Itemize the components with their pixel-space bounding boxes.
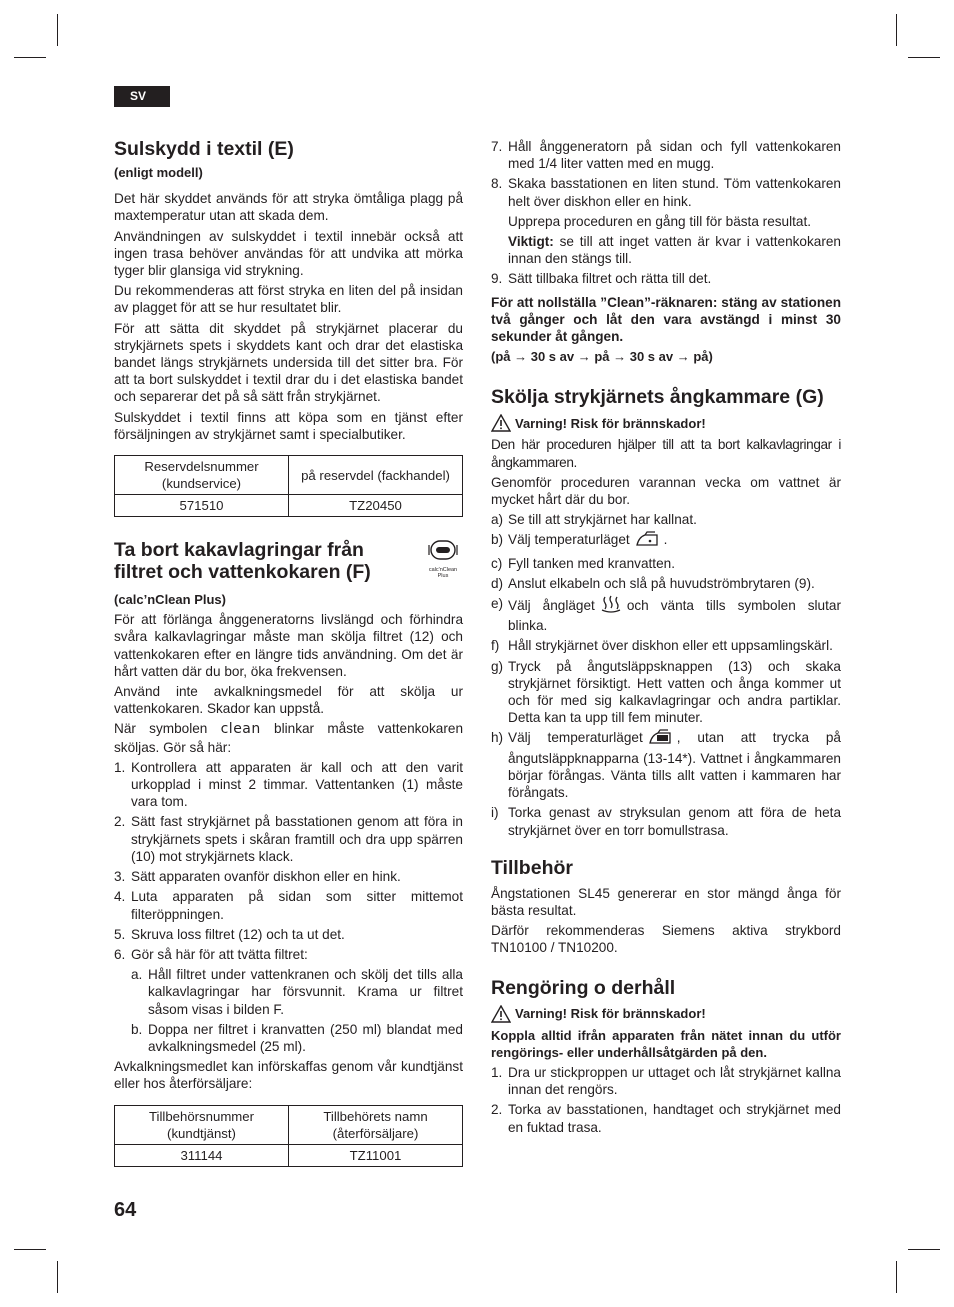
paragraph xyxy=(114,720,463,755)
list-item xyxy=(491,1064,841,1098)
list-item xyxy=(131,1021,463,1055)
list-number: d) xyxy=(491,575,504,591)
list-text xyxy=(508,138,841,172)
list-item xyxy=(491,729,841,801)
list-text-after: . xyxy=(663,532,668,548)
list-number: 8. xyxy=(491,176,503,192)
accessories-title: Tillbehör xyxy=(491,856,573,879)
list-item xyxy=(131,966,463,1018)
list-text-main: Tryck på ångutsläppsknappen (13) och skaka strykjärnet försiktigt. Hett vatten och ånga kommer ut och för med sig kalkavlagringar och andra partiklar. Detta kan ta upp till fem minuter. xyxy=(508,658,841,726)
list-item xyxy=(491,1101,841,1135)
list-text xyxy=(508,637,841,654)
list-text xyxy=(131,813,463,865)
list-number: 6. xyxy=(114,946,126,962)
section-g-title: Skölja strykjärnets ångkammare (G) xyxy=(491,386,824,409)
warning-text: Varning! Risk för brännskador! xyxy=(515,416,706,432)
page-number: 64 xyxy=(114,1199,137,1221)
warning-icon xyxy=(491,414,511,432)
note xyxy=(508,233,841,267)
paragraph: Avkalkningsmedlet kan införskaffas genom vår kundtjänst eller hos återförsäljare: xyxy=(114,1059,463,1092)
list-text-main: Kontrollera att apparaten är kall och att den varit urkopplad i minst 2 timmar. Vattentanken (1) måste vara tom. xyxy=(131,759,463,810)
list-text xyxy=(508,1101,841,1135)
left-column xyxy=(114,138,463,1167)
list-text xyxy=(131,946,463,963)
list-text-main: Fyll tanken med kranvatten. xyxy=(508,555,675,571)
list-text-main: Skaka basstationen en liten stund. Töm vattenkokaren helt över diskhon eller en hink. xyxy=(508,176,841,209)
list-number: i) xyxy=(491,805,499,821)
list-text-main: Dra ur stickproppen ur uttaget och låt strykjärnet kallna innan det rengörs. xyxy=(508,1064,841,1098)
list-number: f) xyxy=(491,638,500,654)
crop-mark xyxy=(908,57,940,58)
list-item xyxy=(491,595,841,634)
list-number: b. xyxy=(131,1021,143,1037)
language-tag: SV xyxy=(114,86,170,107)
list-item xyxy=(491,555,841,572)
list-text xyxy=(508,531,841,551)
list-item xyxy=(491,658,841,727)
list-item xyxy=(114,813,463,865)
list-number: 9. xyxy=(491,271,503,287)
list-text-after: och vänta tills symbolen slutar blinka. xyxy=(508,598,841,634)
paragraph: Använd inte avkalkningsmedel för att skölja ur vattenkokaren. Skador kan uppstå. xyxy=(114,684,463,717)
paragraph: Den här proceduren hjälper till att ta bort kalkavlagringar i ångkammaren. xyxy=(491,437,841,470)
reset-sequence: (på → 30 s av → på → 30 s av → på) xyxy=(491,349,713,365)
list-number: 3. xyxy=(114,869,126,885)
list-text xyxy=(131,759,463,811)
table-cell: TZ11001 xyxy=(289,1144,463,1166)
list-text xyxy=(508,804,841,838)
section-f-header xyxy=(114,539,463,583)
section-e-title: Sulskydd i textil (E) xyxy=(114,138,294,160)
table-cell: 571510 xyxy=(115,495,289,517)
paragraph: Sulskyddet i textil finns att köpa som en tjänst efter försäljningen av strykjärnet samt i specialbutiker. xyxy=(114,409,463,442)
list-text-main: Doppa ner filtret i kranvatten (250 ml) blandat med avkalkningsmedel (25 ml). xyxy=(148,1021,463,1054)
paragraph: Det här skyddet används för att stryka ömtåliga plagg på maxtemperatur utan att skada dem. xyxy=(114,191,463,224)
right-column xyxy=(491,138,841,1139)
list-text-main: Gör så här för att tvätta filtret: xyxy=(131,946,308,962)
table-header-cell: Reservdelsnummer (kundservice) xyxy=(115,456,289,495)
list-text xyxy=(508,511,841,528)
warning-icon xyxy=(491,1005,511,1023)
list-text xyxy=(131,888,463,922)
crop-mark xyxy=(14,57,46,58)
clean-symbol: clean xyxy=(220,721,261,738)
list-item xyxy=(114,946,463,963)
list-text xyxy=(131,926,463,943)
list-number: g) xyxy=(491,658,504,674)
list-text xyxy=(148,966,463,1018)
list-text xyxy=(508,595,841,634)
list-item xyxy=(491,270,841,287)
reset-instruction: För att nollställa ”Clean”-räknaren: stäng av stationen två gånger och låt den vara avstängd i minst 30 sekunder åt gången. xyxy=(491,294,841,345)
steam-icon xyxy=(600,595,622,617)
list-text-main: Håll ånggeneratorn på sidan och fyll vattenkokaren med 1/4 liter vatten med en mugg. xyxy=(508,139,841,172)
list-number: 5. xyxy=(114,926,126,942)
warning xyxy=(491,1005,841,1023)
cleaning-note: Koppla alltid ifrån apparaten från nätet innan du utför rengörings- eller underhållsåtgärden på den. xyxy=(491,1027,841,1060)
list-text xyxy=(508,729,841,801)
table-header-cell: på reservdel (fackhandel) xyxy=(289,456,463,495)
list-number: a) xyxy=(491,512,504,528)
list-number: h) xyxy=(491,730,504,746)
crop-mark xyxy=(14,1249,46,1250)
paragraph: Användningen av sulskyddet i textil innebär också att ingen trasa behöver användas för att undvika att mörka tyger blir glansiga vid strykning. xyxy=(114,228,463,279)
list-number: 1. xyxy=(491,1064,503,1080)
list-number: b) xyxy=(491,532,504,548)
table-header-cell: Tillbehörsnummer (kundtjänst) xyxy=(115,1105,289,1144)
list-text-main: Håll strykjärnet över diskhon eller ett uppsamlingskärl. xyxy=(508,638,833,654)
accessory-table xyxy=(114,1105,463,1167)
section-f-steps xyxy=(114,759,463,963)
list-text-main: Välj temperaturläget xyxy=(508,730,643,746)
paragraph: Genomför proceduren varannan vecka om vattnet är mycket hårt där du bor. xyxy=(491,474,841,508)
list-item xyxy=(491,511,841,528)
list-number: c) xyxy=(491,555,503,571)
iron-one-dot-icon xyxy=(635,531,659,551)
list-text-main: Se till att strykjärnet har kallnat. xyxy=(508,512,697,528)
section-f-substeps xyxy=(114,966,463,1055)
paragraph: Upprepa proceduren en gång till för bästa resultat. xyxy=(508,213,812,229)
table-header-cell: Tillbehörets namn (återförsäljare) xyxy=(289,1105,463,1144)
list-text-main: Skruva loss filtret (12) och ta ut det. xyxy=(131,926,345,942)
text: När symbolen xyxy=(114,721,208,737)
section-f-title: Ta bort kakavlagringar från filtret och vattenkokaren (F) xyxy=(114,539,371,584)
list-item xyxy=(114,759,463,811)
section-f-subtitle: (calc’nClean Plus) xyxy=(114,592,226,608)
list-item xyxy=(491,138,841,172)
list-text-main: Torka genast av stryksulan genom att föra de heta strykjärnet över en torr bomullstrasa. xyxy=(508,805,841,838)
list-text xyxy=(508,575,841,592)
section-e-subtitle: (enligt modell) xyxy=(114,165,203,180)
list-text-main: Välj ångläget xyxy=(508,598,595,614)
paragraph: Du rekommenderas att först stryka en liten del på insidan av plagget för att se hur resultatet blir. xyxy=(114,283,463,316)
table-cell: 311144 xyxy=(115,1144,289,1166)
paragraph: Därför rekommenderas Siemens aktiva strykbord TN10100 / TN10200. xyxy=(491,923,841,956)
continued-steps xyxy=(491,138,841,210)
crop-mark xyxy=(896,14,897,46)
list-text-main: Anslut elkabeln och slå på huvudströmbrytaren (9). xyxy=(508,575,815,591)
note-label: Viktigt: xyxy=(508,234,554,250)
list-text-main: Håll filtret under vattenkranen och skölj det tills alla kalkavlagringar har försvunnit. Krama ur filtret såsom visas i bilden F. xyxy=(148,967,463,1017)
list-number: 2. xyxy=(114,814,126,830)
paragraph: För att förlänga ånggeneratorns livslängd och förhindra svåra kalkavlagringar måste man skölja filtret (12) och vattenkokaren efter en längre tids användning. Om det är hårt vatten där du bor, öka frekvensen. xyxy=(114,612,463,679)
list-text xyxy=(148,1021,463,1055)
section-g-steps xyxy=(491,511,841,838)
paragraph: För att sätta dit skyddet på strykjärnet placerar du strykjärnets spets i skyddets kant och drar det elastiska bandet längs strykjärnets undersida till det sitter bra. För att ta bort sulskyddet i textil drar du i det elastiska bandet och separerar det på så sätt från strykjärnet. xyxy=(114,320,463,405)
list-item xyxy=(114,888,463,922)
list-item xyxy=(114,868,463,885)
warning-text: Varning! Risk för brännskador! xyxy=(515,1006,706,1022)
calcnclean-icon xyxy=(423,539,463,579)
list-text: Sätt tillbaka filtret och rätta till det. xyxy=(508,271,712,287)
list-number: 2. xyxy=(491,1102,503,1118)
text: blinkar måste vattenkokaren sköljas. Gör så här: xyxy=(114,721,464,755)
crop-mark xyxy=(896,1261,897,1293)
list-number: e) xyxy=(491,596,504,612)
crop-mark xyxy=(908,1249,940,1250)
list-text xyxy=(131,868,463,885)
list-item xyxy=(491,804,841,838)
list-text xyxy=(508,175,841,209)
crop-mark xyxy=(57,1261,58,1293)
crop-mark xyxy=(57,14,58,46)
list-item xyxy=(491,637,841,654)
paragraph: Ångstationen SL45 genererar en stor mängd ånga för bästa resultat. xyxy=(491,885,841,918)
list-text xyxy=(508,1064,841,1098)
list-text-main: Sätt fast strykjärnet på basstationen genom att föra in strykjärnets spets i skåran framtill och dra upp spärren (10) mot strykjärnets klack. xyxy=(131,814,463,864)
spare-part-table xyxy=(114,455,463,517)
list-number: a. xyxy=(131,967,143,983)
list-text xyxy=(508,658,841,727)
list-number: 7. xyxy=(491,139,503,154)
cleaning-steps xyxy=(491,1064,841,1136)
list-text xyxy=(508,555,841,572)
calcnclean-icon-label: calc'nClean Plus xyxy=(428,567,458,580)
warning xyxy=(491,414,841,432)
table-cell: TZ20450 xyxy=(289,495,463,517)
list-item xyxy=(491,175,841,209)
iron-max-icon xyxy=(648,729,672,749)
list-number: 1. xyxy=(114,759,126,775)
list-text-main: Sätt apparaten ovanför diskhon eller en hink. xyxy=(131,869,401,885)
list-item xyxy=(491,575,841,592)
list-text-main: Välj temperaturläget xyxy=(508,532,630,548)
list-item xyxy=(114,926,463,943)
note-text: se till att inget vatten är kvar i vattenkokaren innan den stängs till. xyxy=(508,234,841,267)
list-text-main: Torka av basstationen, handtaget och strykjärnet med en fuktad trasa. xyxy=(508,1102,841,1135)
list-text-main: Luta apparaten på sidan som sitter mittemot filteröppningen. xyxy=(131,889,463,922)
list-number: 4. xyxy=(114,889,126,905)
cleaning-title: Rengöring o derhåll xyxy=(491,976,676,999)
list-item xyxy=(491,531,841,551)
list-text-after: , utan att trycka på ångutsläppknapparna (13-14*). Vattnet i ångkammaren börjar förångas. Vänta tills allt vatten i kammaren har förångats. xyxy=(508,730,841,801)
